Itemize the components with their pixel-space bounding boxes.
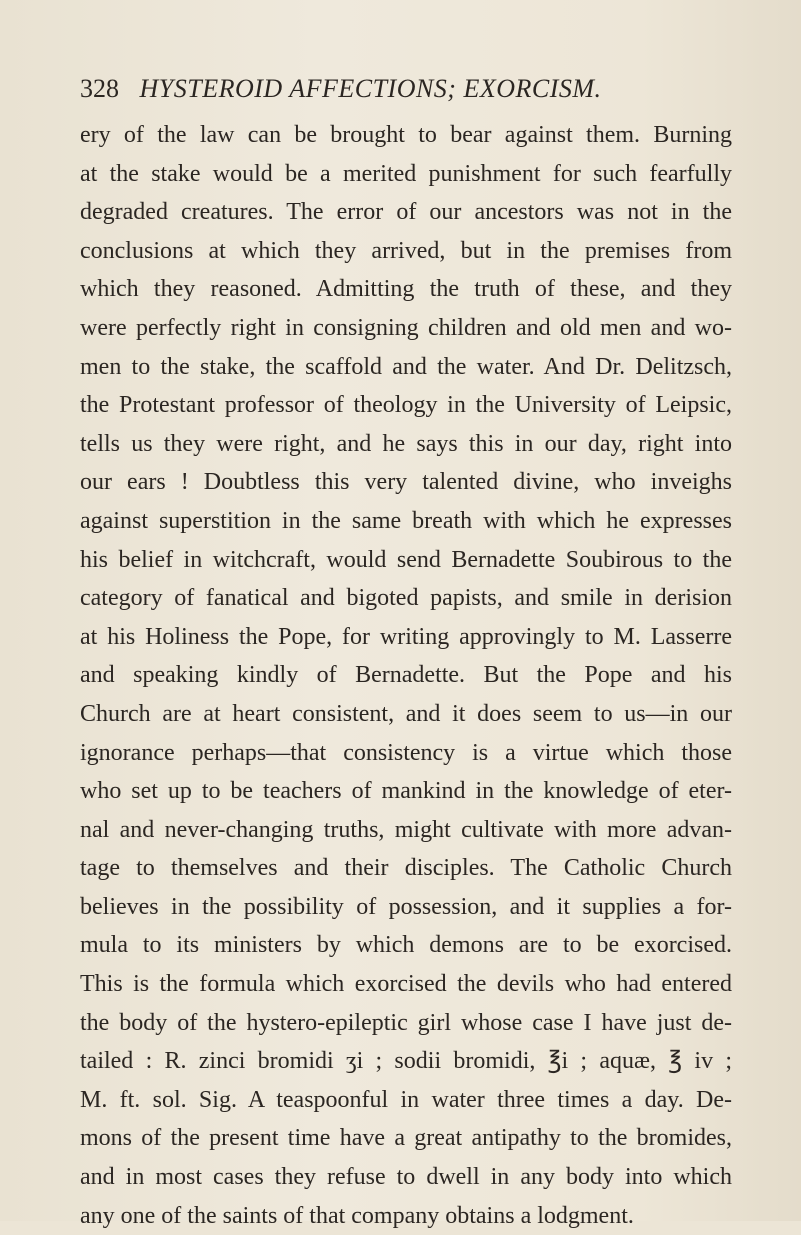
page-header (80, 72, 740, 106)
page-number: 328 (80, 74, 119, 103)
text-line: tells us they were right, and he says this in our day, right into (80, 430, 732, 457)
text-line: This is the formula which exorcised the devils who had entered (80, 971, 732, 998)
text-line: his belief in witchcraft, would send Bernadette Soubirous to the (80, 546, 732, 573)
text-line: believes in the possibility of possession, and it supplies a for- (80, 893, 732, 920)
text-line: which they reasoned. Admitting the truth of these, and they (80, 276, 732, 303)
text-line: who set up to be teachers of mankind in the knowledge of eter- (80, 778, 732, 805)
text-line: category of fanatical and bigoted papists, and smile in derision (80, 585, 732, 612)
text-line: at the stake would be a merited punishment for such fearfully (80, 160, 732, 187)
text-line: ery of the law can be brought to bear against them. Burning (80, 122, 732, 148)
running-head: HYSTEROID AFFECTIONS; EXORCISM. (139, 74, 602, 103)
text-line: mons of the present time have a great antipathy to the bromides, (80, 1125, 732, 1152)
text-line: M. ft. sol. Sig. A teaspoonful in water three times a day. De- (80, 1086, 732, 1113)
text-line: tage to themselves and their disciples. The Catholic Church (80, 855, 732, 882)
text-line: at his Holiness the Pope, for writing approvingly to M. Lasserre (80, 623, 732, 650)
text-line: degraded creatures. The error of our ancestors was not in the (80, 199, 732, 226)
text-line: against superstition in the same breath with which he expresses (80, 507, 732, 534)
text-line: were perfectly right in consigning children and old men and wo- (80, 314, 732, 341)
body-text (80, 116, 732, 1235)
text-line: Church are at heart consistent, and it does seem to us—in our (80, 700, 732, 727)
text-line: and speaking kindly of Bernadette. But the Pope and his (80, 662, 732, 689)
text-line: our ears ! Doubtless this very talented divine, who inveighs (80, 469, 732, 496)
text-line: mula to its ministers by which demons are to be exorcised. (80, 932, 732, 959)
text-line: nal and never-changing truths, might cultivate with more advan- (80, 816, 732, 843)
text-line: men to the stake, the scaffold and the water. And Dr. Delitzsch, (80, 353, 732, 380)
text-line: conclusions at which they arrived, but in the premises from (80, 237, 732, 264)
text-line: any one of the saints of that company obtains a lodgment. (80, 1202, 634, 1229)
text-line: and in most cases they refuse to dwell in any body into which (80, 1164, 732, 1191)
text-line: the Protestant professor of theology in the University of Leipsic, (80, 392, 732, 419)
text-line: tailed : R. zinci bromidi ʒi ; sodii bromidi, ℥i ; aquæ, ℥ iv ; (80, 1048, 732, 1075)
text-line: ignorance perhaps—that consistency is a virtue which those (80, 739, 732, 766)
text-line: the body of the hystero-epileptic girl whose case I have just de- (80, 1009, 732, 1036)
